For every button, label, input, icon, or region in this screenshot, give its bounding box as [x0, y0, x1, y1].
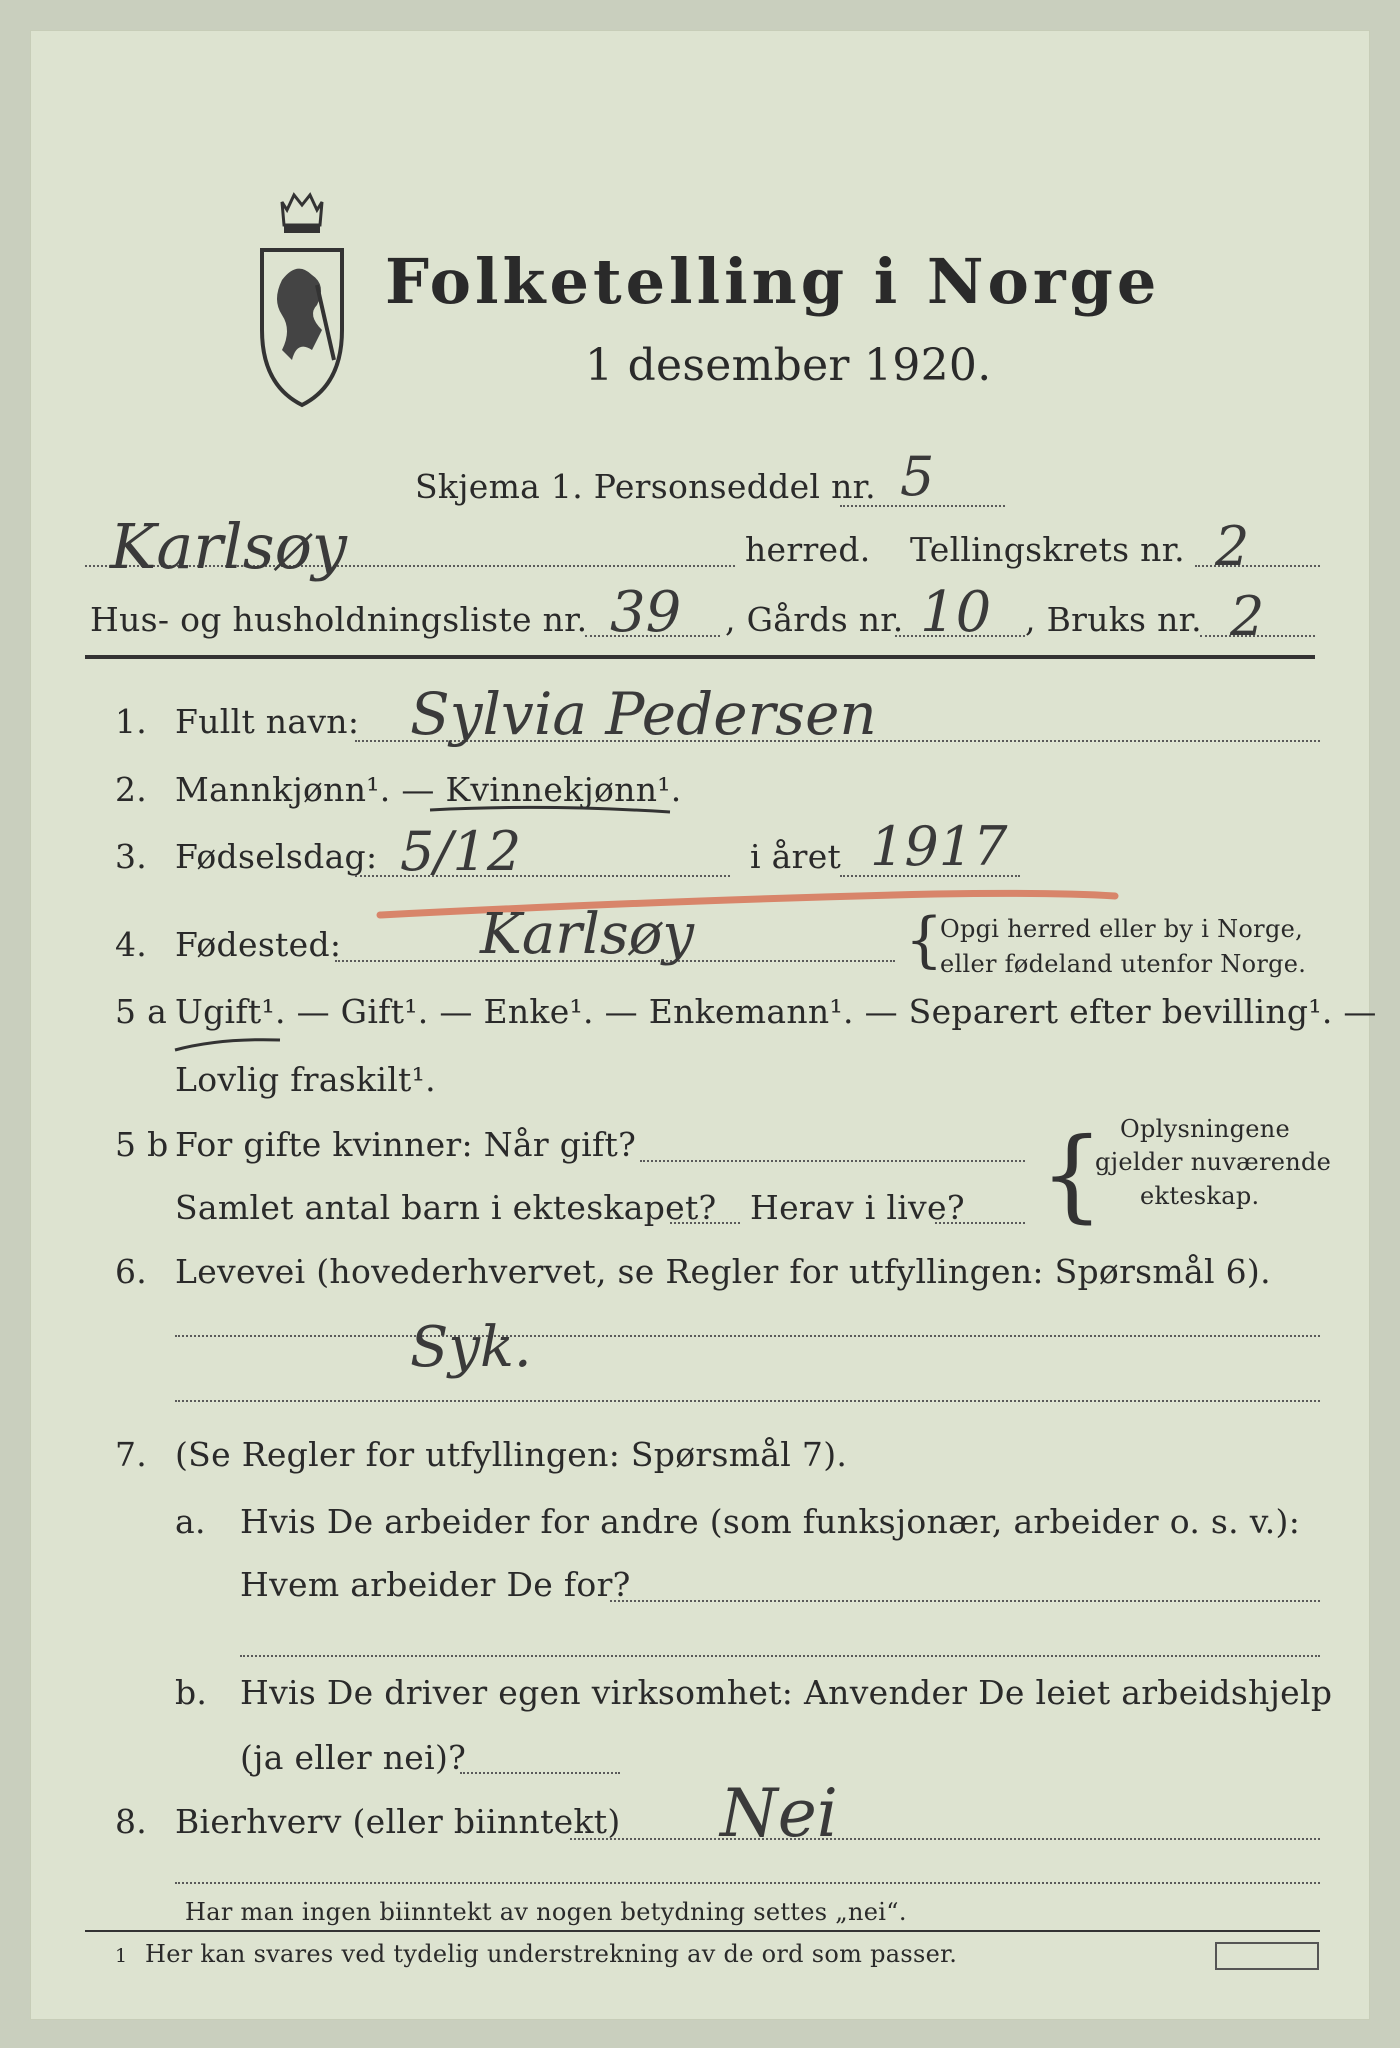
- q5b-note3: ekteskap.: [1140, 1182, 1260, 1210]
- footnote-number: 1: [115, 1945, 128, 1967]
- q2-underline-mark: [425, 800, 675, 820]
- footer-divider: [85, 1930, 1320, 1932]
- herred-label: herred.: [745, 530, 871, 569]
- page-title: Folketelling i Norge: [385, 245, 1161, 318]
- q2-number: 2.: [115, 770, 148, 809]
- q7b-field-line: [460, 1772, 620, 1774]
- krets-label: Tellingskrets nr.: [910, 530, 1185, 569]
- q3-number: 3.: [115, 837, 148, 876]
- q8-label: Bierhverv (eller biinntekt): [175, 1802, 621, 1841]
- q7a-letter: a.: [175, 1502, 206, 1541]
- q5b-number: 5 b: [115, 1125, 169, 1164]
- q5b-married-field-line: [640, 1160, 1025, 1162]
- skjema-value: 5: [900, 445, 935, 508]
- bruks-label: , Bruks nr.: [1025, 600, 1202, 639]
- printer-stamp-icon: [1215, 1942, 1319, 1970]
- q1-number: 1.: [115, 702, 148, 741]
- q7b-line2: (ja eller nei)?: [240, 1738, 467, 1777]
- q3-year-label: i året: [750, 837, 842, 876]
- q7a-field-line2: [240, 1655, 1320, 1657]
- q6-number: 6.: [115, 1252, 148, 1291]
- q7b-letter: b.: [175, 1673, 208, 1712]
- q7-number: 7.: [115, 1435, 148, 1474]
- q8-field-line2: [175, 1882, 1320, 1884]
- skjema-label: Skjema 1. Personseddel nr.: [415, 467, 876, 506]
- q5b-note-brace: {: [1040, 1116, 1104, 1233]
- q6-value: Syk.: [410, 1315, 532, 1380]
- census-date: 1 desember 1920.: [585, 340, 992, 391]
- q4-label: Fødested:: [175, 925, 342, 964]
- q4-note-line1: Opgi herred eller by i Norge,: [940, 915, 1304, 943]
- herred-value: Karlsøy: [110, 510, 347, 583]
- q8-number: 8.: [115, 1802, 148, 1841]
- q5b-label3: Herav i live?: [750, 1188, 965, 1227]
- hus-value: 39: [610, 580, 682, 645]
- q5b-children-field-line: [670, 1222, 740, 1224]
- q5b-note1: Oplysningene: [1120, 1115, 1291, 1143]
- q7a-line1: Hvis De arbeider for andre (som funksjonær, arbeider o. s. v.):: [240, 1502, 1301, 1541]
- census-form: [30, 30, 1377, 2020]
- q5b-label1: For gifte kvinner: Når gift?: [175, 1125, 637, 1164]
- q5b-label2: Samlet antal barn i ekteskapet?: [175, 1188, 717, 1227]
- q8-field-line1: [570, 1838, 1320, 1840]
- norway-coat-of-arms-icon: [242, 190, 362, 420]
- q7a-field-line1: [610, 1600, 1320, 1602]
- gards-value: 10: [920, 580, 992, 645]
- hus-label: Hus- og husholdningsliste nr.: [90, 600, 588, 639]
- q7a-line2: Hvem arbeider De for?: [240, 1565, 631, 1604]
- q3-value: 5/12: [400, 820, 522, 883]
- q4-value: Karlsøy: [480, 902, 694, 967]
- q6-label: Levevei (hovederhvervet, se Regler for utfyllingen: Spørsmål 6).: [175, 1252, 1271, 1291]
- q7-label: (Se Regler for utfyllingen: Spørsmål 7).: [175, 1435, 848, 1474]
- q1-label: Fullt navn:: [175, 702, 360, 741]
- q5b-alive-field-line: [935, 1222, 1025, 1224]
- krets-value: 2: [1215, 515, 1250, 578]
- q5a-underline-mark: [170, 1030, 290, 1060]
- q1-value: Sylvia Pedersen: [410, 680, 877, 748]
- q5b-note2: gjelder nuværende: [1095, 1148, 1332, 1176]
- q5a-number: 5 a: [115, 992, 168, 1031]
- q2-label: Mannkjønn¹. — Kvinnekjønn¹.: [175, 770, 682, 809]
- gards-label: , Gårds nr.: [725, 600, 904, 639]
- q5a-line1: Ugift¹. — Gift¹. — Enke¹. — Enkemann¹. — Separert efter bevilling¹. —: [175, 992, 1377, 1031]
- footer-note: Har man ingen biinntekt av nogen betydning settes „nei“.: [185, 1898, 907, 1926]
- q4-note-brace: {: [905, 905, 944, 975]
- krets-field-line: [1195, 565, 1320, 567]
- q4-note-line2: eller fødeland utenfor Norge.: [940, 950, 1307, 978]
- bruks-value: 2: [1230, 585, 1265, 648]
- q3-label: Fødselsdag:: [175, 837, 378, 876]
- q6-field-line2: [175, 1400, 1320, 1402]
- q4-number: 4.: [115, 925, 148, 964]
- q6-field-line1: [175, 1335, 1320, 1337]
- footnote-text: Her kan svares ved tydelig understrekning av de ord som passer.: [145, 1940, 958, 1968]
- header-divider: [85, 655, 1315, 659]
- q5a-line2: Lovlig fraskilt¹.: [175, 1060, 436, 1099]
- q7b-line1: Hvis De driver egen virksomhet: Anvender De leiet arbeidshjelp: [240, 1673, 1333, 1712]
- q8-value: Nei: [720, 1775, 838, 1852]
- q3-year-value: 1917: [870, 815, 1008, 878]
